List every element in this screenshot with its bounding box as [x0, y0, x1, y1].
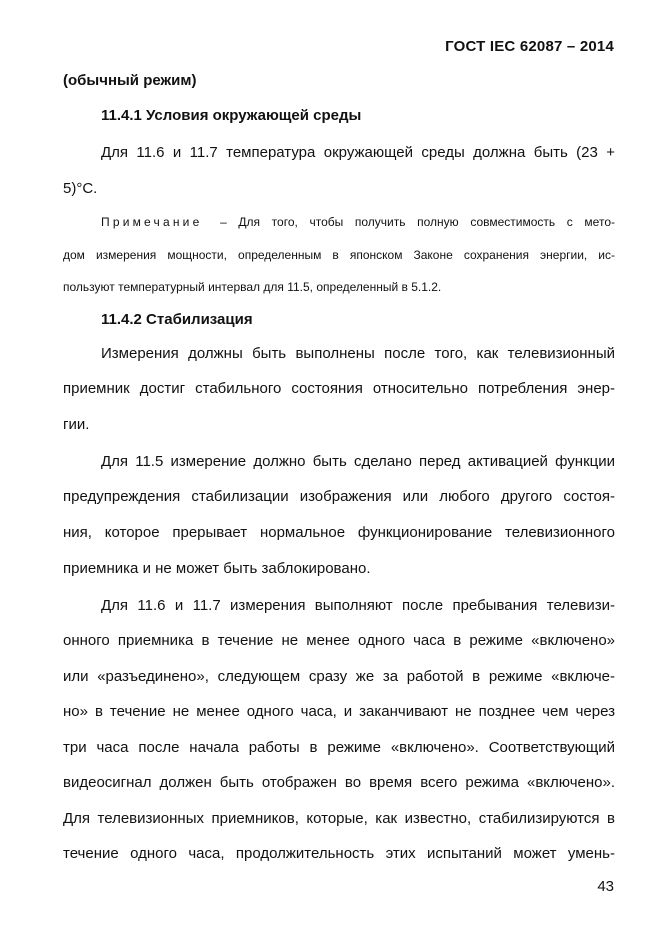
- note-line: [101, 215, 615, 229]
- paragraph-line: течение одного часа, продолжительность этих испытаний может умень-: [63, 845, 615, 862]
- paragraph-line: Для телевизионных приемников, которые, как известно, стабилизируются в: [63, 810, 615, 827]
- section-heading-11-4-1: 11.4.1 Условия окружающей среды: [101, 107, 362, 124]
- note-line: пользуют температурный интервал для 11.5, определенный в 5.1.2.: [63, 280, 442, 294]
- paragraph-line: или «разъединено», следующем сразу же за работой в режиме «включе-: [63, 668, 615, 685]
- note-text: – Для того, чтобы получить полную совместимость с мето-: [208, 215, 615, 229]
- paragraph-line: видеосигнал должен быть отображен во время всего режима «включено».: [63, 774, 615, 791]
- paragraph-line: онного приемника в течение не менее одного часа в режиме «включено»: [63, 632, 615, 649]
- paragraph-line: но» в течение не менее одного часа, и заканчивают не позднее чем через: [63, 703, 615, 720]
- section-heading-11-4-2: 11.4.2 Стабилизация: [101, 311, 253, 328]
- paragraph-line: Измерения должны быть выполнены после того, как телевизионный: [101, 345, 615, 362]
- paragraph-line: приемника и не может быть заблокировано.: [63, 560, 371, 577]
- paragraph-line: приемник достиг стабильного состояния относительно потребления энер-: [63, 380, 615, 397]
- paragraph-line: Для 11.5 измерение должно быть сделано перед активацией функции: [101, 453, 615, 470]
- note-line: дом измерения мощности, определенным в японском Законе сохранения энергии, ис-: [63, 248, 615, 262]
- continuation-heading: (обычный режим): [63, 72, 197, 89]
- paragraph-line: Для 11.6 и 11.7 температура окружающей среды должна быть (23 +: [101, 144, 615, 161]
- page-number: 43: [597, 878, 614, 895]
- paragraph-line: гии.: [63, 416, 90, 433]
- note-label: Примечание: [101, 215, 203, 229]
- paragraph-line: 5)°С.: [63, 180, 98, 197]
- paragraph-line: ния, которое прерывает нормальное функционирование телевизионного: [63, 524, 615, 541]
- paragraph-line: предупреждения стабилизации изображения или любого другого состоя-: [63, 488, 615, 505]
- document-code-header: ГОСТ IEC 62087 – 2014: [445, 38, 614, 55]
- paragraph-line: три часа после начала работы в режиме «включено». Соответствующий: [63, 739, 615, 756]
- paragraph-line: Для 11.6 и 11.7 измерения выполняют после пребывания телевизи-: [101, 597, 615, 614]
